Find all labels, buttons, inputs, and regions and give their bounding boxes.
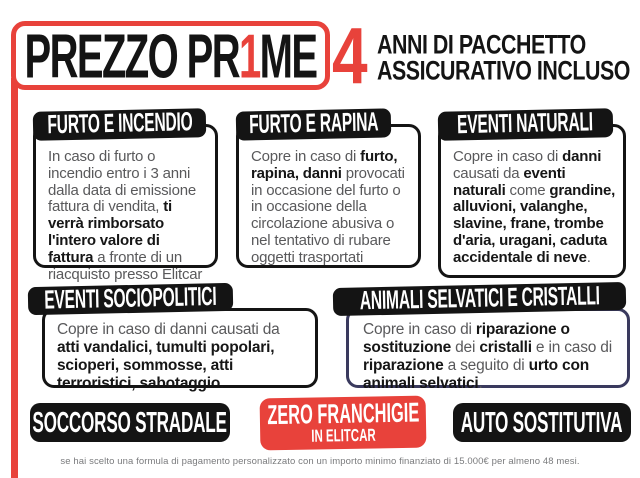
header-subtitle <box>377 28 640 86</box>
card-eventi-naturali <box>438 107 626 278</box>
title-box <box>11 21 330 90</box>
card-eventi-sociopolitici <box>28 282 318 392</box>
card-body: Copre in caso di riparazione o sostituzione dei cristalli e in caso di riparazione a seguito di urto con animali selvatici. <box>346 308 630 388</box>
red-left-rail <box>11 78 18 478</box>
card-title: ANIMALI SELVATICI E CRISTALLI <box>359 281 600 316</box>
title-part-1: PREZZO PR <box>24 20 240 91</box>
card-furto-e-incendio <box>33 107 218 283</box>
card-body: In caso di furto o incendio entro i 3 anni dalla data di emissione fattura di vendita, ti verrà rimborsato l'intero valore di fattura a fronte di un riacquisto presso Elitcar <box>33 124 218 268</box>
card-body: Copre in caso di danni causati da eventi naturali come grandine, alluvioni, valanghe, slavine, frane, trombe d'aria, uragani, caduta accidentale di neve. <box>438 124 626 278</box>
card-furto-e-rapina <box>236 107 421 268</box>
badge-auto-sostitutiva <box>453 403 631 442</box>
big-number-4: 4 <box>332 11 368 100</box>
header-subtitle-line1: ANNI DI PACCHETTO <box>377 28 586 60</box>
badge-zero-franchigie <box>260 396 427 451</box>
card-header-animali-selvatici <box>333 282 627 316</box>
card-title: FURTO E INCENDIO <box>46 107 193 140</box>
card-header-furto-e-incendio <box>33 108 207 141</box>
card-title: EVENTI SOCIOPOLITICI <box>44 282 217 315</box>
badge-line1: ZERO FRANCHIGIE <box>266 397 420 431</box>
title-part-3: ME <box>259 20 317 91</box>
badge-label: SOCCORSO STRADALE <box>32 405 228 439</box>
card-body: Copre in caso di furto, rapina, danni provocati in occasione del furto o in occasione della circolazione abusiva o nel tentativo di rubare oggetti trasportati <box>236 124 421 268</box>
card-header-furto-e-rapina <box>236 108 392 140</box>
page-title <box>24 20 317 91</box>
card-animali-selvatici-e-cristalli <box>333 281 630 392</box>
card-header-eventi-naturali <box>438 108 614 141</box>
card-header-eventi-sociopolitici <box>28 283 234 315</box>
footer-disclaimer: se hai scelto una formula di pagamento personalizzato con un importo minimo finanziato di 15.000€ per almeno 48 mesi. <box>60 456 580 467</box>
card-body: Copre in caso di danni causati da atti vandalici, tumulti popolari, scioperi, sommosse, atti terroristici, sabotaggio. <box>42 308 318 388</box>
badge-line2: IN ELITCAR <box>310 423 376 446</box>
badge-label: AUTO SOSTITUTIVA <box>461 405 623 439</box>
title-part-2-red-one: 1 <box>239 20 260 91</box>
card-title: FURTO E RAPINA <box>248 107 379 140</box>
card-title: EVENTI NATURALI <box>457 107 594 140</box>
badge-soccorso-stradale <box>30 403 230 442</box>
header-subtitle-line2: ASSICURATIVO INCLUSO <box>377 54 630 86</box>
